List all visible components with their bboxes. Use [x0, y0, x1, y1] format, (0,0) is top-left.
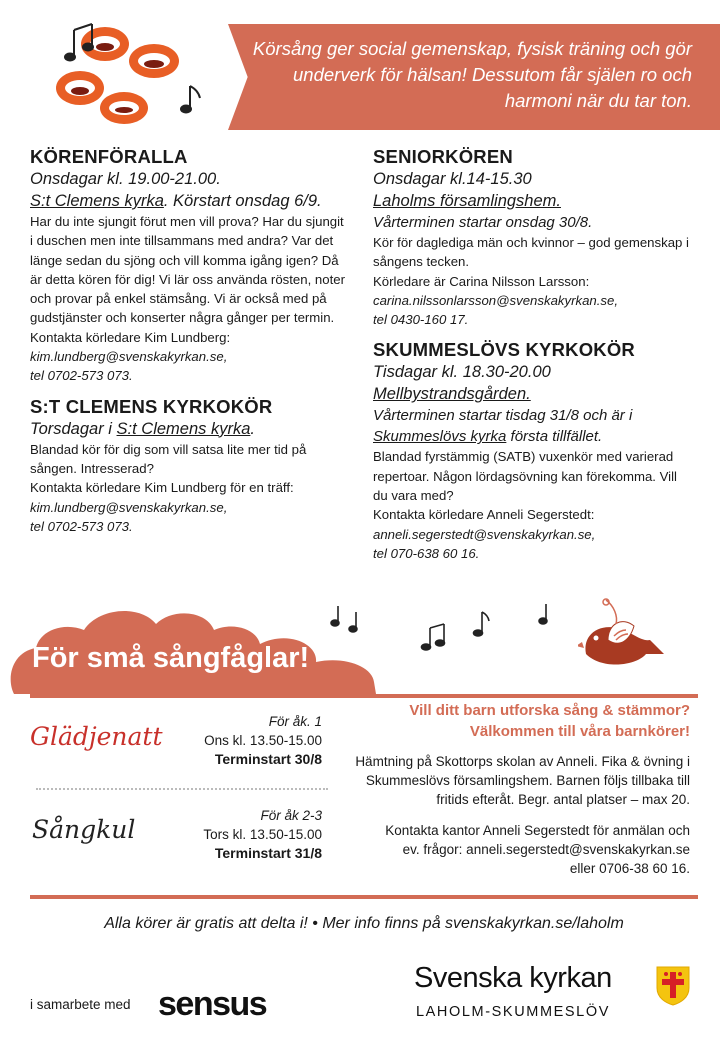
section-divider — [30, 895, 698, 899]
kids-contact-1: Kontakta kantor Anneli Segerstedt för anmälan och — [385, 823, 690, 838]
st-clemens-when-line — [30, 418, 350, 440]
group-grade: För åk 2-3 — [260, 808, 322, 823]
right-column — [373, 146, 693, 573]
korenforalla-contact: Kontakta körledare Kim Lundberg: — [30, 329, 231, 345]
skummeslov-contact: Kontakta körledare Anneli Segerstedt: — [373, 507, 595, 523]
org-name: Svenska kyrkan — [414, 962, 612, 994]
group-name-gladjenatt: Glädjenatt — [30, 722, 163, 751]
skummeslov-phone: tel 070-638 60 16. — [373, 545, 480, 561]
group-time: Tors kl. 13.50-15.00 — [203, 827, 322, 842]
st-clemens-where: S:t Clemens kyrka — [116, 419, 251, 438]
footer-info-line: Alla körer är gratis att delta i! • Mer info finns på svenskakyrkan.se/laholm — [104, 915, 624, 932]
st-clemens-email: kim.lundberg@svenskakyrkan.se, — [30, 499, 228, 515]
skummeslov-where-line — [373, 383, 693, 405]
skummeslov-start: Vårterminen startar tisdag 31/8 och är i — [373, 407, 633, 425]
group-start: Terminstart 30/8 — [214, 751, 322, 767]
singing-lips-icon — [40, 16, 230, 128]
seniorkoren-where-line — [373, 190, 693, 212]
skummeslov-section — [373, 339, 693, 563]
skummeslov-email: anneli.segerstedt@svenskakyrkan.se, — [373, 526, 596, 542]
seniorkoren-contact: Körledare är Carina Nilsson Larsson: — [373, 273, 590, 289]
skummeslov-where: Mellbystrandsgården. — [373, 385, 531, 404]
korenforalla-phone: tel 0702-573 073. — [30, 368, 133, 384]
skummeslov-when: Tisdagar kl. 18.30-20.00 — [373, 363, 551, 382]
st-clemens-section — [30, 396, 350, 536]
korenforalla-body: Har du inte sjungit förut men vill prova? Har du sjungit i duschen men inte tillsammans med andra? Var det länge sedan du sjöng och vill komma igång igen? Då är detta kören för dig! Vi lär oss använda rösten, noter och provar på enkel stämsång. Vi är också med på gudstjänster och konserter några gånger per termin. — [30, 214, 345, 326]
st-clemens-contact: Kontakta körledare Kim Lundberg för en träff: — [30, 480, 294, 496]
banner-text: Körsång ger social gemenskap, fysisk träning och gör underverk för hälsan! Dessutom får själen ro och harmoni när du tar ton. — [252, 38, 692, 111]
kids-info — [340, 700, 690, 878]
group-start: Terminstart 31/8 — [214, 845, 322, 861]
seniorkoren-email: carina.nilssonlarsson@svenskakyrkan.se, — [373, 292, 619, 308]
kids-contact-2: ev. frågor: anneli.segerstedt@svenskakyrkan.se — [402, 842, 690, 857]
korenforalla-where-line — [30, 190, 350, 212]
kids-info-text: Hämtning på Skottorps skolan av Anneli. Fika & övning i Skummeslövs församlingshem. Barnen följs tillbaka till fritids efteråt. Begr. antal platser – max 20. — [355, 754, 690, 807]
seniorkoren-title: SENIORKÖREN — [373, 146, 513, 167]
korenforalla-section — [30, 146, 350, 386]
seniorkoren-start: Vårterminen startar onsdag 30/8. — [373, 214, 593, 231]
kids-question-1: Vill ditt barn utforska sång & stämmor? — [409, 702, 690, 719]
sensus-logo: sensus — [158, 985, 267, 1023]
bird-icon — [578, 596, 668, 676]
st-clemens-where-suffix: . — [250, 419, 255, 438]
seniorkoren-where: Laholms församlingshem. — [373, 192, 561, 210]
seniorkoren-phone: tel 0430-160 17. — [373, 312, 469, 328]
st-clemens-title: S:T CLEMENS KYRKOKÖR — [30, 395, 273, 417]
cooperation-text: i samarbete med — [30, 997, 131, 1012]
group-name-sangkul: Sångkul — [32, 815, 136, 844]
skummeslov-start-line — [373, 426, 693, 447]
kids-question-2: Välkommen till våra barnkörer! — [469, 723, 690, 740]
korenforalla-email: kim.lundberg@svenskakyrkan.se, — [30, 349, 228, 365]
svenska-kyrkan-logo — [656, 966, 690, 1006]
st-clemens-phone: tel 0702-573 073. — [30, 518, 133, 534]
seniorkoren-body: Kör för dagledig​a män och kvinnor – god gemenskap i sångens tecken. — [373, 235, 689, 270]
skummeslov-start-suffix: första tillfället. — [506, 428, 603, 446]
korenforalla-when: Onsdagar kl. 19.00-21.00. — [30, 170, 221, 188]
st-clemens-body: Blandad kör för dig som vill satsa lite mer tid på sången. Intresserad? — [30, 441, 307, 476]
group-gladjenatt-details — [170, 712, 322, 769]
dotted-divider — [36, 788, 328, 790]
section-divider — [30, 694, 698, 698]
skummeslov-body: Blandad fyrstämmig (SATB) vuxenkör med varierad repertoar. Någon lördagsövning kan förekomma. Vill du vara med? — [373, 449, 677, 504]
group-time: Ons kl. 13.50-15.00 — [204, 733, 322, 748]
korenforalla-title: KÖRENFÖRALLA — [30, 146, 188, 167]
skummeslov-title: SKUMMESLÖVS KYRKOKÖR — [373, 339, 635, 361]
kids-contact-3: eller 0706-38 60 16. — [569, 861, 690, 876]
skummeslov-start-place: Skummeslövs kyrka — [373, 428, 507, 446]
org-subname: LAHOLM-SKUMMESLÖV — [416, 1004, 610, 1020]
group-grade: För åk. 1 — [268, 714, 322, 729]
group-sangkul-details — [150, 806, 322, 863]
st-clemens-when: Torsdagar i — [30, 419, 117, 438]
seniorkoren-section — [373, 146, 693, 329]
korenforalla-start: . Körstart onsdag 6/9. — [163, 192, 322, 210]
music-note-icon — [320, 598, 580, 668]
korenforalla-where: S:t Clemens kyrka — [30, 192, 164, 210]
seniorkoren-when: Onsdagar kl.14-15.30 — [373, 170, 532, 188]
left-column — [30, 146, 350, 546]
kids-heading: För små sångfåglar! — [32, 642, 310, 674]
